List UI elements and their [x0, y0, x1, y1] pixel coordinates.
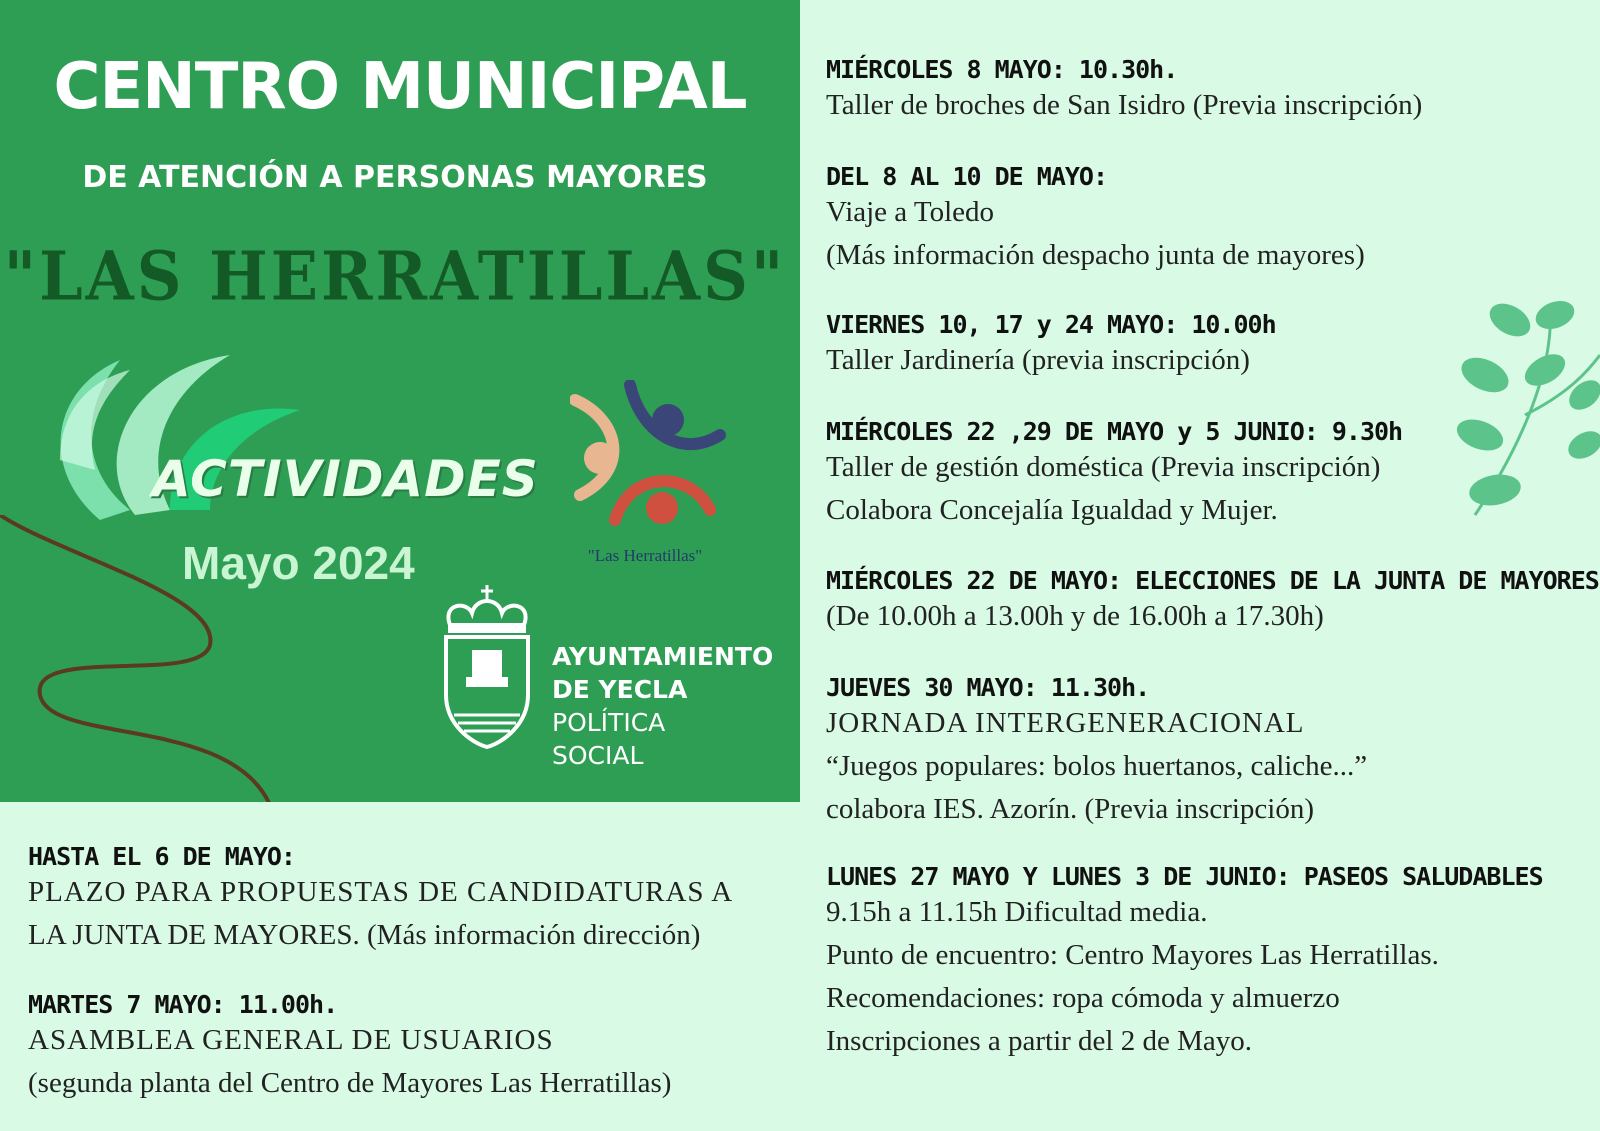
event-line: (De 10.00h a 13.00h y de 16.00h a 17.30h)	[826, 600, 1324, 632]
event-line: Inscripciones a partir del 2 de Mayo.	[826, 1025, 1252, 1057]
event-heading: MARTES 7 MAYO: 11.00h.	[28, 990, 338, 1019]
month-label: Mayo 2024	[182, 537, 415, 589]
event-block	[826, 55, 1422, 127]
event-heading: VIERNES 10, 17 y 24 MAYO: 10.00h	[826, 310, 1276, 339]
event-line: ASAMBLEA GENERAL DE USUARIOS	[28, 1024, 554, 1056]
event-line: JORNADA INTERGENERACIONAL	[826, 707, 1305, 739]
activities-label: ACTIVIDADES	[152, 450, 539, 508]
event-block	[826, 162, 1365, 277]
subtitle-atencion: DE ATENCIÓN A PERSONAS MAYORES	[82, 160, 708, 195]
event-heading: MIÉRCOLES 8 MAYO: 10.30h.	[826, 55, 1178, 84]
event-line: (segunda planta del Centro de Mayores Las Herratillas)	[28, 1067, 672, 1099]
event-heading: MIÉRCOLES 22 ,29 DE MAYO y 5 JUNIO: 9.30h	[826, 417, 1403, 446]
event-line: Punto de encuentro: Centro Mayores Las Herratillas.	[826, 939, 1439, 971]
header-panel	[0, 0, 800, 802]
event-heading: MIÉRCOLES 22 DE MAYO: ELECCIONES DE LA JUNTA DE MAYORES	[826, 566, 1599, 595]
yecla-coat-of-arms-icon	[442, 585, 532, 750]
event-line: Taller Jardinería (previa inscripción)	[826, 344, 1250, 376]
event-block	[28, 990, 671, 1105]
title-centro-municipal: CENTRO MUNICIPAL	[53, 50, 747, 124]
event-line: “Juegos populares: bolos huertanos, caliche...”	[826, 750, 1368, 782]
ayuntamiento-line: AYUNTAMIENTO	[552, 642, 774, 671]
title-las-herratillas: "LAS HERRATILLAS"	[3, 237, 787, 316]
ayuntamiento-line: DE YECLA	[552, 675, 688, 704]
event-block	[826, 417, 1402, 532]
event-line: LA JUNTA DE MAYORES. (Más información dirección)	[28, 919, 701, 951]
event-line: PLAZO PARA PROPUESTAS DE CANDIDATURAS A	[28, 876, 734, 908]
event-line: Taller de gestión doméstica (Previa inscripción)	[826, 451, 1381, 483]
event-heading: DEL 8 AL 10 DE MAYO:	[826, 162, 1108, 191]
event-block	[826, 310, 1276, 382]
event-block	[28, 842, 733, 957]
event-line: Recomendaciones: ropa cómoda y almuerzo	[826, 982, 1340, 1014]
event-line: colabora IES. Azorín. (Previa inscripción)	[826, 793, 1315, 825]
event-heading: LUNES 27 MAYO Y LUNES 3 DE JUNIO: PASEOS SALUDABLES	[826, 862, 1543, 891]
herratillas-logo-icon	[570, 380, 730, 540]
event-line: Colabora Concejalía Igualdad y Mujer.	[826, 494, 1278, 526]
event-block	[826, 673, 1367, 831]
event-block	[826, 566, 1599, 638]
event-line: Viaje a Toledo	[826, 196, 995, 228]
ayuntamiento-line: SOCIAL	[552, 741, 644, 770]
event-heading: JUEVES 30 MAYO: 11.30h.	[826, 673, 1150, 702]
event-block	[826, 862, 1543, 1063]
ayuntamiento-line: POLÍTICA	[552, 708, 666, 737]
event-line: 9.15h a 11.15h Dificultad media.	[826, 896, 1208, 928]
ayuntamiento-label	[552, 640, 773, 772]
event-heading: HASTA EL 6 DE MAYO:	[28, 842, 295, 871]
event-line: Taller de broches de San Isidro (Previa inscripción)	[826, 89, 1423, 121]
leaf-branch-icon	[1455, 295, 1600, 525]
event-line: (Más información despacho junta de mayores)	[826, 239, 1365, 271]
logo-caption: "Las Herratillas"	[587, 546, 703, 565]
